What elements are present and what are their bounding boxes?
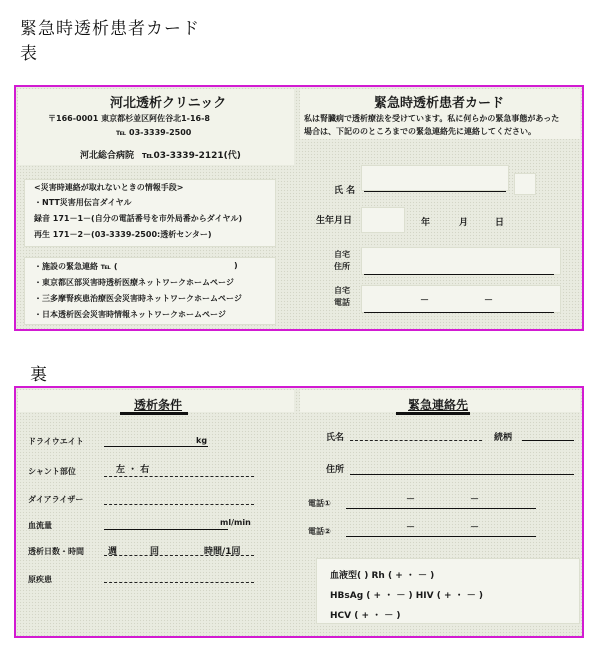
blood-flow-field[interactable] xyxy=(104,529,228,530)
hbsag-hiv-line: HBsAg ( + ・ － ) HIV ( + ・ － ) xyxy=(330,591,484,601)
phone2-label: 電話② xyxy=(308,527,331,536)
front-card xyxy=(14,85,584,331)
phone-field[interactable] xyxy=(364,312,554,313)
hospital-name: 河北総合病院 xyxy=(80,151,135,161)
phone1-sep-1: － xyxy=(406,495,416,505)
clinic-tel: ℡ 03-3339-2500 xyxy=(116,128,192,137)
blood-flow-unit: ml/min xyxy=(220,518,251,527)
phone2-field[interactable] xyxy=(346,536,536,537)
relation-label: 続柄 xyxy=(494,433,513,443)
play-line: 再生 171－2－(03-3339-2500:透析センター) xyxy=(34,230,212,239)
contact-address-field[interactable] xyxy=(350,474,574,475)
web-link-2: ・三多摩腎疾患治療医会災害時ネットワークホームページ xyxy=(34,294,242,303)
back-side-label: 裏 xyxy=(30,365,47,385)
phone-label-1: 自宅 xyxy=(334,286,350,295)
address-label-2: 住所 xyxy=(334,262,350,271)
web-link-1: ・東京都区部災害時透析医療ネットワークホームページ xyxy=(34,278,234,287)
address-field[interactable] xyxy=(364,274,554,275)
right-heading-underline xyxy=(396,412,470,415)
primary-disease-field[interactable] xyxy=(104,582,254,583)
phone-sep-1: － xyxy=(420,296,430,306)
left-heading-underline xyxy=(120,412,188,415)
clinic-name: 河北透析クリニック xyxy=(110,96,227,111)
web-link-3: ・日本透析医会災害時情報ネットワークホームページ xyxy=(34,310,226,319)
hcv-line: HCV ( + ・ － ) xyxy=(330,611,401,621)
schedule-hours: 時間/1回 xyxy=(204,547,241,557)
address-label-1: 自宅 xyxy=(334,250,350,259)
clinic-address: 〒166-0001 東京都杉並区阿佐谷北1-16-8 xyxy=(48,114,210,123)
back-card xyxy=(14,386,584,638)
hospital-tel: ℡03-3339-2121(代) xyxy=(142,151,241,161)
dialysis-conditions-heading: 透析条件 xyxy=(134,398,183,412)
dob-label: 生年月日 xyxy=(316,216,353,226)
name-label: 氏 名 xyxy=(334,186,356,196)
schedule-week: 週 xyxy=(108,547,118,557)
clinic-contact-close: ) xyxy=(234,261,238,270)
dialyzer-label: ダイアライザー xyxy=(28,495,84,504)
phone1-sep-2: － xyxy=(470,495,480,505)
shunt-value[interactable]: 左 ・ 右 xyxy=(116,465,150,475)
ntt-label: ・NTT災害用伝言ダイヤル xyxy=(34,198,132,207)
name-field[interactable] xyxy=(364,191,506,192)
record-line: 録音 171－1－(自分の電話番号を市外局番からダイヤル) xyxy=(34,214,243,223)
card-desc-1: 私は腎臓病で透析療法を受けています。私に何らかの緊急事態があった xyxy=(304,114,560,123)
relation-field[interactable] xyxy=(522,440,574,441)
photo-box xyxy=(514,173,536,195)
blood-type-line: 血液型( ) Rh ( + ・ － ) xyxy=(330,571,435,581)
dry-weight-field[interactable] xyxy=(104,446,208,447)
shunt-label: シャント部位 xyxy=(28,467,76,476)
dob-era-box[interactable] xyxy=(361,207,405,233)
page-title: 緊急時透析患者カード xyxy=(20,19,200,39)
schedule-field[interactable] xyxy=(104,555,254,556)
schedule-times: 回 xyxy=(150,547,160,557)
primary-disease-label: 原疾患 xyxy=(28,575,52,584)
disaster-heading: <災害時連絡が取れないときの情報手段> xyxy=(34,183,184,192)
emergency-contact-heading: 緊急連絡先 xyxy=(408,398,469,412)
front-side-label: 表 xyxy=(20,44,37,64)
phone2-sep-1: － xyxy=(406,523,416,533)
phone-sep-2: － xyxy=(484,296,494,306)
blood-flow-label: 血流量 xyxy=(28,521,52,530)
phone1-label: 電話① xyxy=(308,499,331,508)
contact-address-label: 住所 xyxy=(326,465,345,475)
phone2-sep-2: － xyxy=(470,523,480,533)
dry-weight-unit: kg xyxy=(196,436,208,445)
dry-weight-label: ドライウエイト xyxy=(28,437,84,446)
phone-label-2: 電話 xyxy=(334,298,350,307)
card-title: 緊急時透析患者カード xyxy=(374,96,505,111)
dialyzer-field[interactable] xyxy=(104,504,254,505)
shunt-field[interactable] xyxy=(104,476,254,477)
contact-name-label: 氏名 xyxy=(326,433,345,443)
schedule-label: 透析日数・時間 xyxy=(28,547,84,556)
dob-year: 年 xyxy=(421,218,431,228)
dob-day: 日 xyxy=(495,218,505,228)
clinic-contact: ・施設の緊急連絡 ℡ ( xyxy=(34,262,118,271)
phone1-field[interactable] xyxy=(346,508,536,509)
card-desc-2: 場合は、下記ののところまでの緊急連絡先に連絡してください。 xyxy=(304,127,536,136)
phone-box xyxy=(361,285,561,313)
dob-month: 月 xyxy=(459,218,469,228)
contact-name-field[interactable] xyxy=(350,440,482,441)
name-box xyxy=(361,165,509,191)
address-box xyxy=(361,247,561,275)
